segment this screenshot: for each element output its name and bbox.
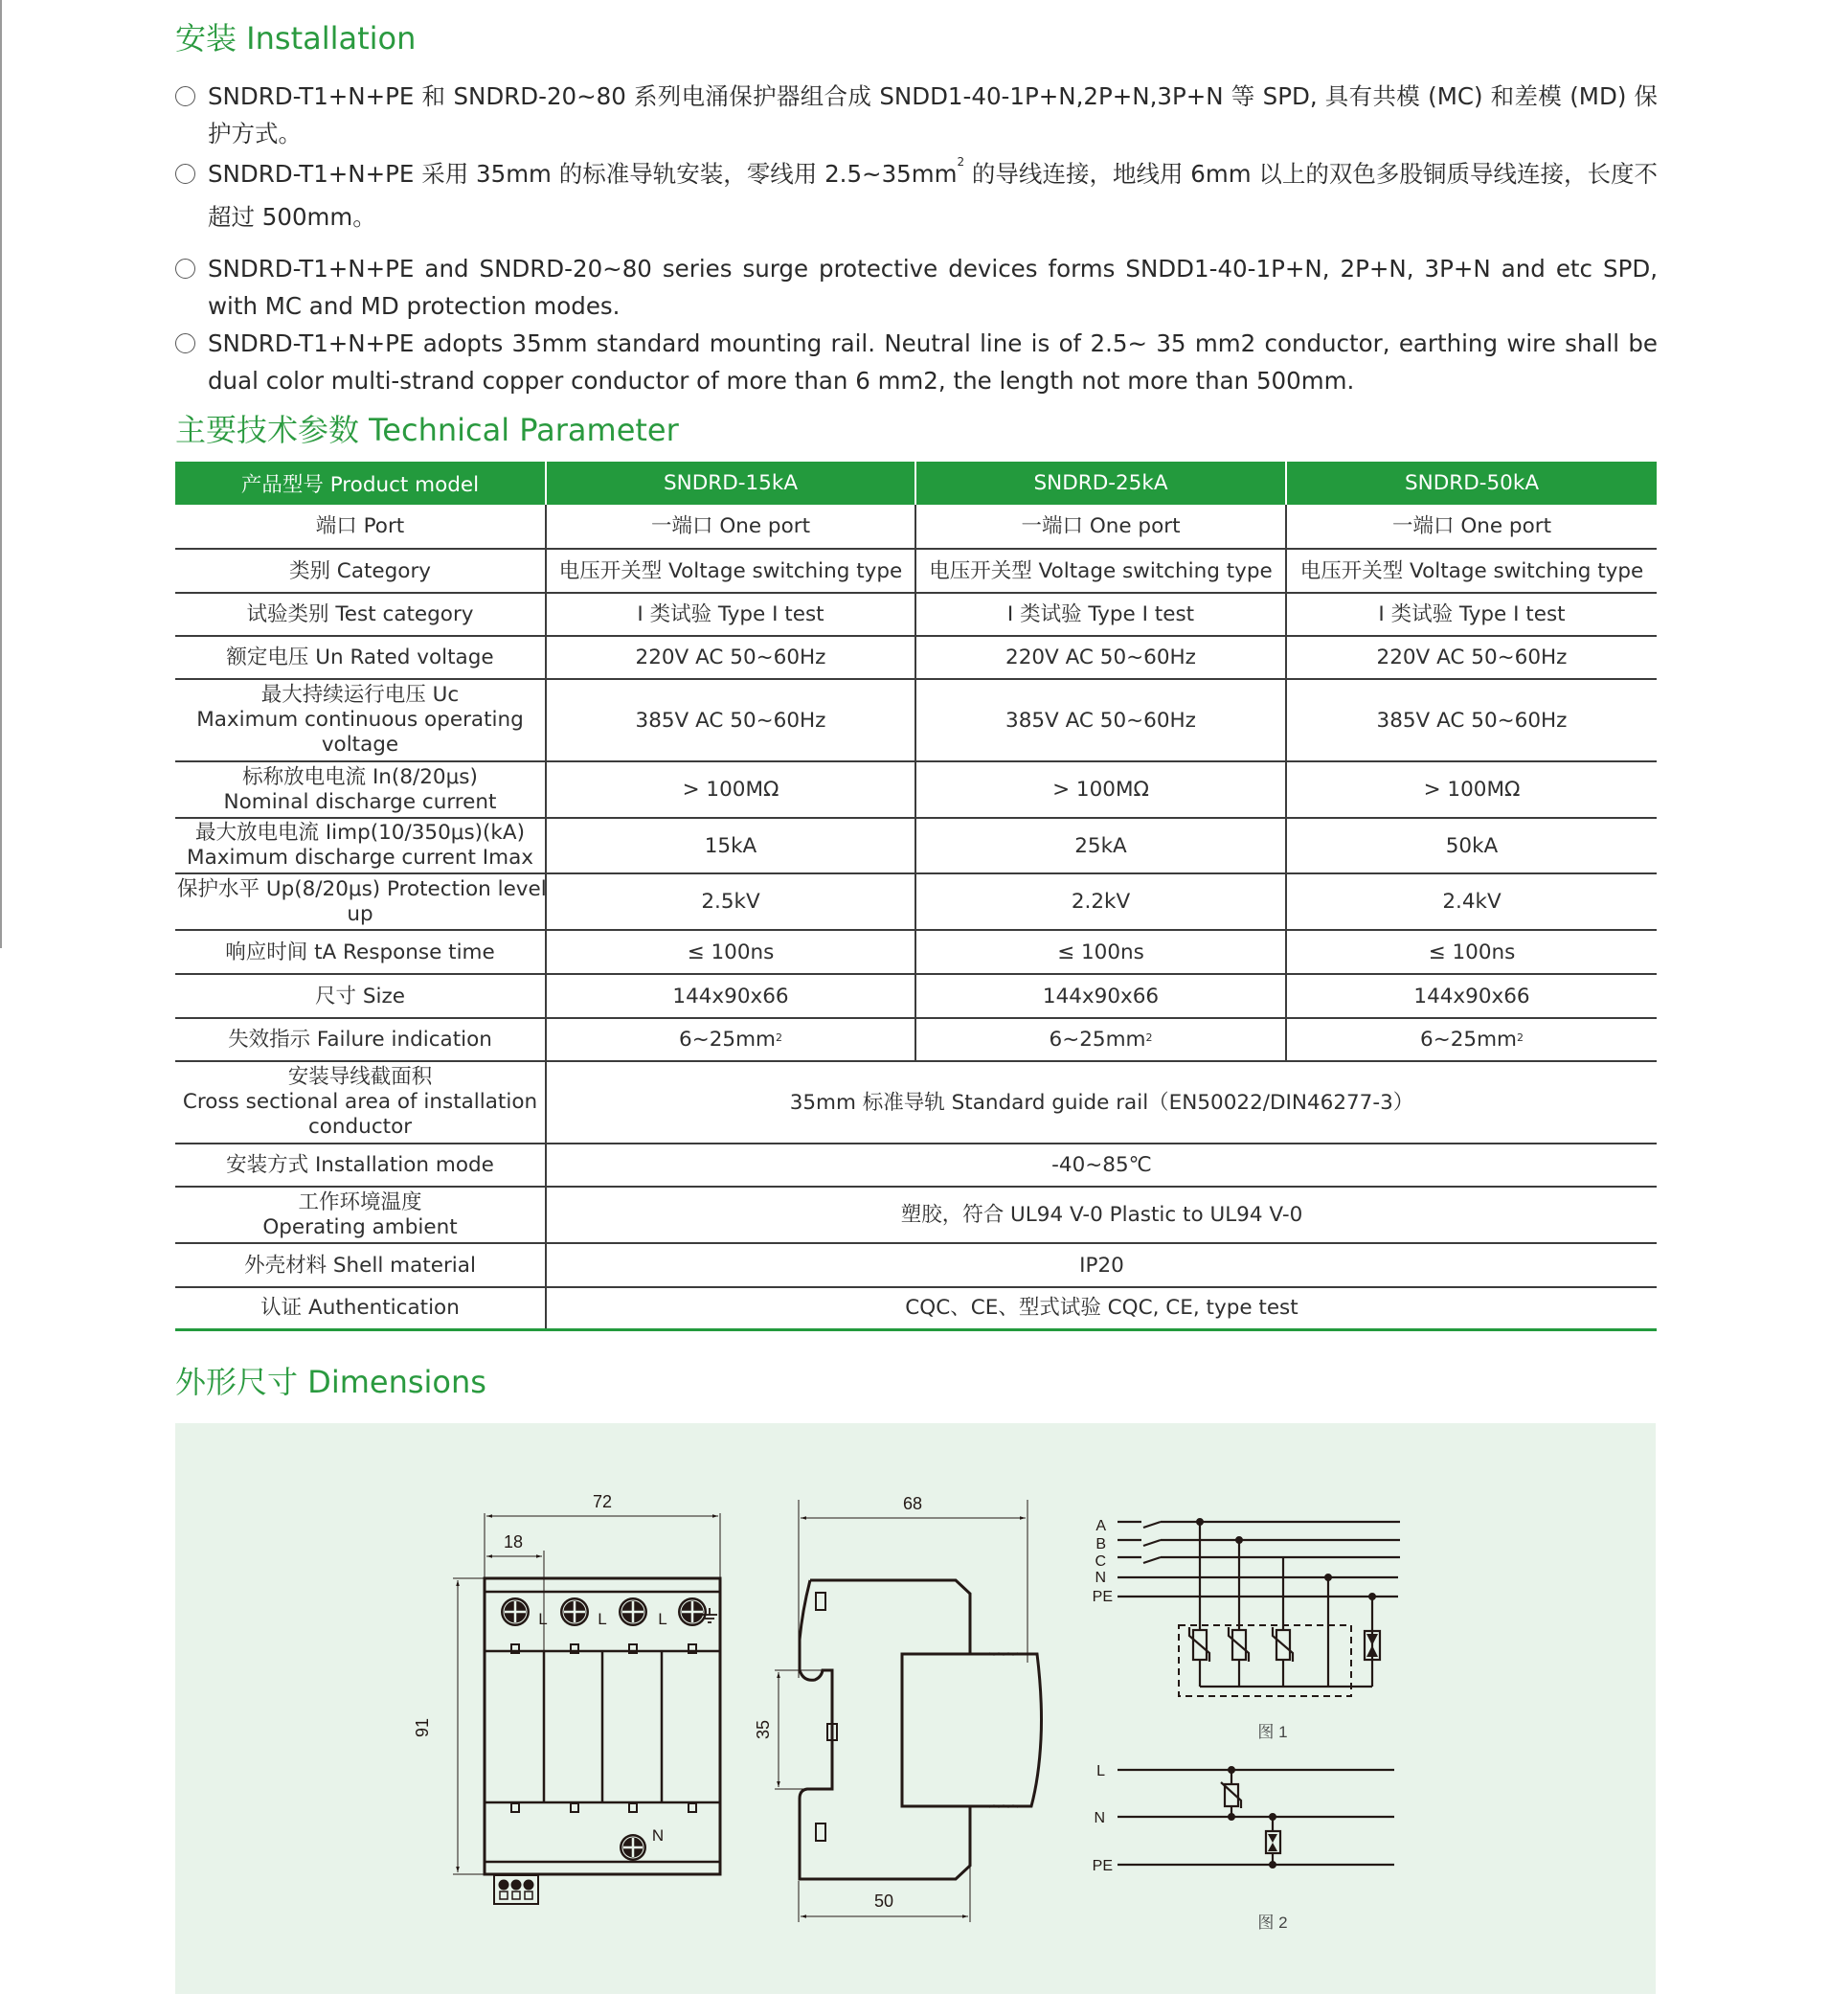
header-cell: SNDRD-50kA: [1286, 462, 1657, 505]
value-text: 25kA: [1074, 833, 1127, 858]
row-value: [1286, 636, 1657, 679]
row-value: [1286, 593, 1657, 636]
row-value-merged: 塑胶，符合 UL94 V-0 Plastic to UL94 V-0: [546, 1187, 1657, 1243]
value-text: > 100MΩ: [682, 778, 779, 802]
side-depth-label: 68: [902, 1494, 923, 1513]
row-label-line: 最大持续运行电压 Uc: [260, 683, 460, 707]
terminal-screw-icon: [501, 1597, 530, 1626]
header-cell: 产品型号 Product model: [175, 462, 546, 505]
row-label-line: 最大放电电流 Iimp(10/350μs)(kA): [195, 821, 525, 845]
spec-table: [175, 462, 1657, 1331]
row-label: [175, 761, 546, 818]
row-label: [175, 1287, 546, 1329]
row-value: [546, 636, 915, 679]
row-label-line: 端口 Port: [315, 514, 405, 538]
row-label: [175, 593, 546, 636]
value-text: ≤ 100ns: [1428, 940, 1516, 964]
row-value: [1286, 930, 1657, 974]
wiring-diagram-1: [1093, 1518, 1400, 1741]
value-text: 6~25mm: [1420, 1028, 1517, 1052]
row-value: [1286, 1018, 1657, 1061]
bullet-circle-icon: [175, 86, 195, 106]
superscript: 2: [957, 155, 965, 169]
value-text: 电压开关型 Voltage switching type: [1299, 558, 1644, 583]
row-label-line: 保护水平 Up(8/20μs) Protection level: [177, 876, 547, 901]
line-label-c: C: [1095, 1553, 1106, 1570]
row-label-line: 工作环境温度: [298, 1189, 422, 1214]
row-value: [1286, 761, 1657, 818]
row-value: [1286, 549, 1657, 593]
row-value: [915, 593, 1286, 636]
dimensions-title: 外形尺寸 Dimensions: [175, 1364, 486, 1400]
terminal-label-l3: L: [658, 1610, 667, 1628]
row-label-line: Nominal discharge current: [223, 789, 497, 814]
row-value: [915, 549, 1286, 593]
row-label-line: 响应时间 tA Response time: [225, 940, 495, 964]
row-value: [546, 505, 915, 549]
installation-bullet: [175, 325, 1658, 399]
row-label: [175, 1144, 546, 1187]
superscript: 2: [1516, 1031, 1524, 1044]
row-label-line: 失效指示 Failure indication: [228, 1028, 492, 1052]
row-label-line: 类别 Category: [288, 558, 432, 583]
row-value-merged: CQC、CE、型式试验 CQC, CE, type test: [546, 1287, 1657, 1329]
row-label: [175, 1018, 546, 1061]
value-text: I 类试验 Type I test: [637, 602, 824, 626]
terminal-screw-icon: [678, 1597, 707, 1626]
value-text: 220V AC 50~60Hz: [1005, 646, 1196, 669]
row-value: [1286, 818, 1657, 873]
line-label-n: N: [1095, 1570, 1106, 1586]
row-label: [175, 873, 546, 930]
value-text: 144x90x66: [672, 984, 789, 1008]
table-row: [175, 873, 1657, 930]
bullet-text: 的导线连接，地线用 6mm 以上的双色多股铜质导线连接，长度不超过 500mm。: [208, 160, 1658, 231]
neutral-label: N: [651, 1826, 665, 1845]
value-text: 电压开关型 Voltage switching type: [558, 558, 903, 583]
terminal-label-l2: L: [598, 1610, 607, 1628]
header-cell: SNDRD-15kA: [546, 462, 915, 505]
terminal-screw-icon: [619, 1597, 647, 1626]
table-row: [175, 1243, 1657, 1287]
row-value: [546, 549, 915, 593]
row-label: [175, 679, 546, 761]
value-text: ≤ 100ns: [1057, 940, 1144, 964]
value-text: 385V AC 50~60Hz: [1005, 708, 1196, 733]
bullet-text: SNDRD-T1+N+PE 采用 35mm 的标准导轨安装，零线用 2.5~35mm: [208, 160, 958, 188]
figure1-caption: 图 1: [1257, 1723, 1288, 1741]
row-label: [175, 549, 546, 593]
indicator-slot-icon: [511, 1803, 519, 1812]
row-value: [915, 930, 1286, 974]
row-value: [546, 974, 915, 1018]
installation-bullet: [175, 250, 1658, 325]
row-value: [546, 1018, 915, 1061]
terminal-label-l1: L: [538, 1610, 548, 1628]
table-row: [175, 679, 1657, 761]
technical-title: 主要技术参数 Technical Parameter: [175, 412, 679, 448]
bullet-circle-icon: [175, 164, 195, 184]
value-text: 385V AC 50~60Hz: [1376, 708, 1568, 733]
table-row: [175, 1061, 1657, 1144]
connector-block-icon: [494, 1875, 538, 1904]
value-text: 2.2kV: [1071, 890, 1131, 914]
row-value: [915, 761, 1286, 818]
installation-bullet: [175, 78, 1658, 152]
table-row: [175, 505, 1657, 549]
table-row: [175, 1187, 1657, 1243]
table-row: [175, 974, 1657, 1018]
row-label-line: 安装方式 Installation mode: [226, 1153, 494, 1177]
row-label: [175, 1243, 546, 1287]
figure2-caption: 图 2: [1257, 1914, 1288, 1932]
row-value-merged: IP20: [546, 1243, 1657, 1287]
row-value: [546, 818, 915, 873]
value-text: 50kA: [1445, 833, 1499, 858]
table-header-row: [175, 462, 1657, 505]
row-value: [546, 873, 915, 930]
indicator-slot-icon: [689, 1803, 696, 1812]
table-row: [175, 761, 1657, 818]
installation-title: 安装 Installation: [175, 20, 417, 57]
table-row: [175, 636, 1657, 679]
row-value: [915, 505, 1286, 549]
line-label-a: A: [1095, 1518, 1106, 1534]
value-text: 电压开关型 Voltage switching type: [929, 558, 1273, 583]
dimensions-panel: [175, 1423, 1656, 1994]
superscript: 2: [775, 1031, 782, 1044]
bullet-text: SNDRD-T1+N+PE 和 SNDRD-20~80 系列电涌保护器组合成 SNDD1-40-1P+N,2P+N,3P+N 等 SPD, 具有共模 (MC) 和差模 (MD) 保护方式。: [208, 82, 1658, 147]
row-label-line: 尺寸 Size: [315, 984, 405, 1008]
row-label-line: up: [347, 901, 373, 926]
row-label-line: Maximum continuous operating: [196, 708, 524, 732]
value-text: 一端口 One port: [650, 514, 811, 538]
bullet-text: SNDRD-T1+N+PE and SNDRD-20~80 series surge protective devices forms SNDD1-40-1P+N, 2P+N, 3P+N and etc SPD, with MC and MD protection modes.: [208, 255, 1658, 320]
neutral-screw-icon: [620, 1834, 646, 1861]
value-text: 6~25mm: [1049, 1028, 1146, 1052]
row-label-line: Maximum discharge current Imax: [187, 846, 533, 870]
wiring-diagram-2: [1093, 1763, 1394, 1932]
indicator-slot-icon: [571, 1803, 578, 1812]
value-text: > 100MΩ: [1052, 778, 1149, 802]
row-label: [175, 1061, 546, 1144]
terminal-screw-icon: [560, 1597, 589, 1626]
table-row: [175, 930, 1657, 974]
row-value: [915, 818, 1286, 873]
row-label-line: 额定电压 Un Rated voltage: [226, 646, 494, 669]
table-row: [175, 1018, 1657, 1061]
value-text: 144x90x66: [1413, 984, 1530, 1008]
row-value: [915, 636, 1286, 679]
page-edge-line: [0, 0, 2, 948]
value-text: 2.5kV: [701, 890, 760, 914]
row-label: [175, 505, 546, 549]
row-value: [1286, 873, 1657, 930]
row-label: [175, 1187, 546, 1243]
front-width-label: 72: [592, 1492, 613, 1511]
line-label-b: B: [1095, 1536, 1106, 1552]
pole-width-label: 18: [503, 1532, 524, 1552]
row-value: [915, 873, 1286, 930]
value-text: 220V AC 50~60Hz: [635, 646, 826, 669]
value-text: > 100MΩ: [1423, 778, 1521, 802]
side-view-drawing: [754, 1494, 1042, 1922]
line-label-l: L: [1096, 1763, 1105, 1779]
dimension-drawings: [175, 1423, 1656, 1994]
table-row: [175, 818, 1657, 873]
row-label: [175, 930, 546, 974]
bullet-text: SNDRD-T1+N+PE adopts 35mm standard mounting rail. Neutral line is of 2.5~ 35 mm2 conductor, earthing wire shall be dual color multi-strand copper conductor of more than 6 mm2, the length not more than 500mm.: [208, 329, 1658, 395]
row-label-line: 外壳材料 Shell material: [244, 1253, 476, 1278]
row-label: [175, 974, 546, 1018]
line-label-pe: PE: [1092, 1858, 1113, 1874]
row-value: [915, 974, 1286, 1018]
row-value: [1286, 974, 1657, 1018]
row-label-line: Cross sectional area of installation: [182, 1090, 538, 1114]
row-label-line: 认证 Authentication: [260, 1296, 460, 1321]
row-label: [175, 818, 546, 873]
value-text: I 类试验 Type I test: [1006, 602, 1195, 626]
row-value: [1286, 679, 1657, 761]
row-value: [915, 679, 1286, 761]
row-value: [546, 930, 915, 974]
line-label-n: N: [1094, 1810, 1105, 1826]
row-label-line: 试验类别 Test category: [246, 602, 474, 626]
row-value: [915, 1018, 1286, 1061]
value-text: 15kA: [704, 833, 757, 858]
value-text: 6~25mm: [679, 1028, 776, 1052]
row-label-line: conductor: [307, 1115, 413, 1139]
row-label-line: voltage: [321, 733, 399, 757]
value-text: 144x90x66: [1042, 984, 1160, 1008]
indicator-slot-icon: [629, 1803, 637, 1812]
front-height-label: 91: [413, 1717, 432, 1738]
table-row: [175, 1287, 1657, 1329]
front-view-drawing: [413, 1492, 720, 1904]
row-value: [546, 593, 915, 636]
rail-width-label: 35: [754, 1719, 773, 1740]
row-label-line: 标称放电电流 In(8/20μs): [242, 764, 478, 789]
row-value: [1286, 505, 1657, 549]
value-text: I 类试验 Type I test: [1378, 602, 1566, 626]
installation-bullet: [175, 152, 1658, 238]
header-cell: SNDRD-25kA: [915, 462, 1286, 505]
value-text: 2.4kV: [1442, 890, 1502, 914]
value-text: 385V AC 50~60Hz: [635, 708, 826, 733]
table-row: [175, 1144, 1657, 1187]
bullet-circle-icon: [175, 333, 195, 353]
row-value: [546, 761, 915, 818]
row-label: [175, 636, 546, 679]
superscript: 2: [1145, 1031, 1153, 1044]
value-text: 220V AC 50~60Hz: [1376, 646, 1568, 669]
line-label-pe: PE: [1092, 1589, 1113, 1605]
table-row: [175, 549, 1657, 593]
installation-list: [175, 78, 1658, 399]
row-label-line: 安装导线截面积: [287, 1065, 433, 1089]
row-value-merged: -40~85℃: [546, 1144, 1657, 1187]
value-text: ≤ 100ns: [687, 940, 775, 964]
side-base-label: 50: [873, 1891, 894, 1911]
row-value-merged: 35mm 标准导轨 Standard guide rail（EN50022/DIN46277-3）: [546, 1061, 1657, 1144]
bullet-circle-icon: [175, 259, 195, 279]
table-row: [175, 593, 1657, 636]
value-text: 一端口 One port: [1391, 514, 1552, 538]
value-text: 一端口 One port: [1021, 514, 1181, 538]
row-value: [546, 679, 915, 761]
row-label-line: Operating ambient: [262, 1214, 458, 1239]
